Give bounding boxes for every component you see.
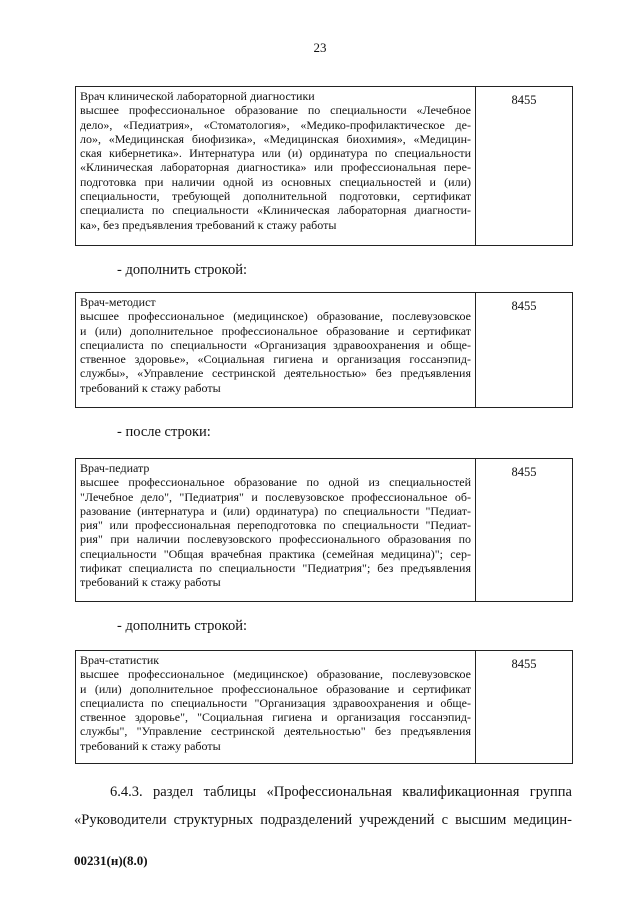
document-code: 00231(н)(8.0) xyxy=(74,853,148,868)
page-number: 23 xyxy=(313,40,327,55)
requirement-line: требований к стажу работы xyxy=(80,738,221,753)
requirement-line: специалиста по специальности "Организация здравоохранения и обще- xyxy=(80,695,471,710)
requirement-line: разование (интернатура и (или) ординатура) по специальности "Педиат- xyxy=(80,503,471,518)
paragraph-line: «Руководители структурных подразделений учреждений с высшим медицин- xyxy=(74,812,572,828)
requirement-line: высшее профессиональное образование по специальности «Лечебное xyxy=(80,103,471,118)
table-row-statistician xyxy=(75,650,573,764)
requirement-line: службы», «Управление сестринской деятельностью» без предъявления xyxy=(80,366,471,381)
requirement-line: и (или) дополнительное профессиональное образование и сертификат xyxy=(80,323,471,338)
position-description xyxy=(76,651,476,763)
requirement-line: "Лечебное дело", "Педиатрия" и послевузовское профессиональное об- xyxy=(80,489,471,504)
table-row-lab-doctor xyxy=(75,86,573,246)
salary-value: 8455 xyxy=(511,299,537,313)
salary-value: 8455 xyxy=(511,93,537,107)
requirement-line: высшее профессиональное (медицинское) образование, послевузовское xyxy=(80,309,471,324)
salary-value: 8455 xyxy=(511,465,537,479)
requirement-line: специалиста по специальности «Организация здравоохранения и обще- xyxy=(80,337,471,352)
section-paragraph xyxy=(74,778,572,834)
requirement-line: специальности "Общая врачебная практика (семейная медицина)"; сер- xyxy=(80,546,471,561)
position-description xyxy=(76,87,476,245)
paragraph-line: 6.4.3. раздел таблицы «Профессиональная квалификационная группа xyxy=(110,784,572,800)
position-description xyxy=(76,293,476,407)
requirement-line: ло», «Медицинская биофизика», «Медицинская биохимия», «Медицин- xyxy=(80,131,471,146)
instruction-add-row: - дополнить строкой: xyxy=(117,262,248,278)
position-title: Врач-статистик xyxy=(80,653,160,667)
table-row-methodist xyxy=(75,292,573,408)
instruction-after-row: - после строки: xyxy=(117,424,211,440)
requirement-line: ка», без предъявления требований к стажу работы xyxy=(80,217,337,232)
requirement-line: подготовка при наличии одной из основных специальностей и (или) xyxy=(80,174,471,189)
position-description xyxy=(76,459,476,601)
requirement-line: тификат специалиста по специальности "Педиатрия"; без предъявления xyxy=(80,561,471,576)
requirement-line: высшее профессиональное образование по одной из специальностей xyxy=(80,475,471,490)
requirement-line: ственное здоровье», «Социальная гигиена и организация госсанэпид- xyxy=(80,352,471,367)
requirement-line: и (или) дополнительное профессиональное образование и сертификат xyxy=(80,681,471,696)
requirement-line: специальности, требующей дополнительной подготовки, сертификат xyxy=(80,189,471,204)
requirement-line: ственное здоровье", "Социальная гигиена и организация госсанэпид- xyxy=(80,710,471,725)
requirement-line: рия" при наличии послевузовского профессионального образования по xyxy=(80,532,471,547)
salary-value: 8455 xyxy=(511,657,537,671)
table-row-pediatrician xyxy=(75,458,573,602)
requirement-line: требований к стажу работы xyxy=(80,575,221,590)
requirement-line: специалиста по специальности «Клиническая лабораторная диагности- xyxy=(80,203,471,218)
requirement-line: рия" или профессиональная переподготовка по специальности "Педиат- xyxy=(80,518,471,533)
requirement-line: дело», «Педиатрия», «Стоматология», «Медико-профилактическое де- xyxy=(80,117,471,132)
requirement-line: службы", "Управление сестринской деятельностью" без предъявления xyxy=(80,724,471,739)
position-title: Врач клинической лабораторной диагностики xyxy=(80,89,315,103)
position-title: Врач-методист xyxy=(80,295,156,309)
position-title: Врач-педиатр xyxy=(80,461,150,475)
requirement-line: ская кибернетика». Интернатура или (и) ординатура по специальности xyxy=(80,146,471,161)
requirement-line: требований к стажу работы xyxy=(80,380,221,395)
requirement-line: «Клиническая лабораторная диагностика» или профессиональная пере- xyxy=(80,160,471,175)
instruction-add-row: - дополнить строкой: xyxy=(117,618,248,634)
requirement-line: высшее профессиональное (медицинское) образование, послевузовское xyxy=(80,667,471,682)
